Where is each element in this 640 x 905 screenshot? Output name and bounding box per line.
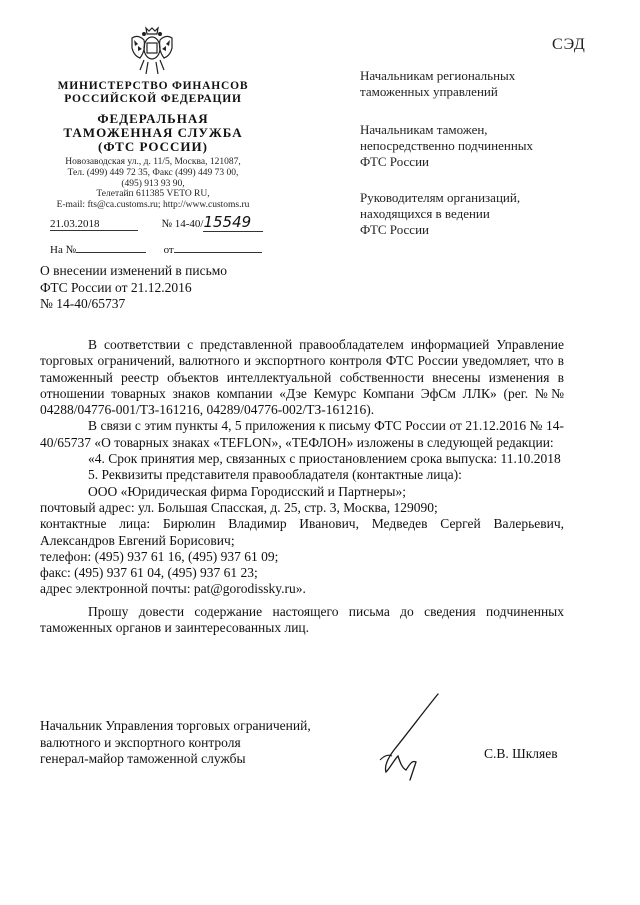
addressee-line: Начальникам таможен, (360, 122, 488, 137)
signer-title (40, 718, 311, 768)
signer-name: С.В. Шкляев (484, 746, 558, 761)
body-paragraph: Прошу довести содержание настоящего письма до сведения подчиненных таможенных органов и заинтересованных лиц. (40, 603, 564, 636)
service-line: ТАМОЖЕННАЯ СЛУЖБА (63, 125, 243, 140)
addressee-line: ФТС России (360, 222, 429, 237)
letter-date: 21.03.2018 (50, 218, 138, 231)
body-paragraph: «4. Срок принятия мер, связанных с приостановлением срока выпуска: 11.10.2018 (88, 451, 561, 467)
service-name (40, 112, 266, 154)
body-paragraph: факс: (495) 937 61 04, (495) 937 61 23; (40, 565, 258, 581)
handwritten-number: 15549 (203, 213, 263, 232)
addressee-line: таможенных управлений (360, 84, 498, 99)
address-line: (495) 913 93 90, (121, 178, 185, 189)
body-paragraph: телефон: (495) 937 61 16, (495) 937 61 09; (40, 548, 279, 564)
sed-mark: СЭД (552, 36, 586, 53)
address-line: E-mail: fts@ca.customs.ru; http://www.customs.ru (56, 200, 250, 211)
addressee-line: непосредственно подчиненных (360, 138, 534, 153)
body-paragraph: контактные лица: Бирюлин Владимир Иванович, Медведев Сергей Валерьевич, Александров Евгений Борисович; (40, 516, 564, 548)
ministry-line: МИНИСТЕРСТВО ФИНАНСОВ (57, 80, 249, 92)
body-paragraph: ООО «Юридическая фирма Городисский и Партнеры»; (88, 483, 406, 499)
ot-blank (174, 252, 262, 253)
signer-line: валютного и экспортного контроля (40, 734, 241, 750)
handwritten-signature (370, 690, 450, 785)
ministry-name (40, 80, 266, 106)
body-paragraph: почтовый адрес: ул. Большая Спасская, д. 25, стр. 3, Москва, 129090; (40, 499, 438, 515)
addressee-group-3 (360, 190, 600, 238)
body-paragraph: 5. Реквизиты представителя правообладателя (контактные лица): (88, 467, 462, 483)
body-paragraph: адрес электронной почты: pat@gorodissky.ru». (40, 581, 306, 597)
service-line: ФЕДЕРАЛЬНАЯ (97, 111, 209, 126)
addressee-line: Начальникам региональных (360, 68, 516, 83)
registration-block (50, 213, 263, 256)
na-no-blank (76, 252, 146, 253)
signer-line: генерал-майор таможенной службы (40, 751, 246, 766)
address-line: Телетайп 611385 VETO RU, (96, 189, 210, 200)
body-paragraph: В соответствии с представленной правообладателем информацией Управление торговых ограничений, валютного и экспортного контроля ФТС России уведомляет, что в таможенный реестр объектов интеллектуальной собственности внесены изменения в отношении товарных знаков компании «Дзе Кемурс Компани ЭфСм ЛЛК» (рег. №№ 04288/04776-001/ТЗ-161216, 04289/04776-002/ТЗ-161216). (40, 337, 564, 418)
address-line: Тел. (499) 449 72 35, Факс (499) 449 73 00, (67, 167, 239, 178)
ot-label: от (163, 244, 174, 256)
addressee-line: ФТС России (360, 154, 429, 169)
letter-body (40, 337, 564, 636)
number-prefix: № 14-40/ (161, 218, 204, 230)
addressee-group-1 (360, 68, 600, 100)
addressee-group-2 (360, 122, 600, 170)
sender-address (40, 157, 266, 211)
address-line: Новозаводская ул., д. 11/5, Москва, 121087, (65, 157, 241, 167)
addressee-line: Руководителям организаций, (360, 190, 521, 205)
ministry-line: РОССИЙСКОЙ ФЕДЕРАЦИИ (64, 93, 242, 105)
subject-line: О внесении изменений в письмо (40, 263, 228, 278)
addressee-line: находящихся в ведении (360, 206, 490, 221)
subject-line: № 14-40/65737 (40, 296, 126, 311)
na-no-label: На № (50, 244, 77, 256)
letter-subject (40, 263, 227, 313)
body-paragraph: В связи с этим пункты 4, 5 приложения к письму ФТС России от 21.12.2016 № 14-40/65737 «О товарных знаках «TEFLON», «ТЕФЛОН» изложены в следующей редакции: (40, 418, 564, 450)
subject-line: ФТС России от 21.12.2016 (40, 279, 192, 295)
service-line: (ФТС РОССИИ) (98, 139, 208, 154)
signer-line: Начальник Управления торговых ограничений, (40, 718, 311, 733)
coat-of-arms-emblem (124, 22, 180, 78)
